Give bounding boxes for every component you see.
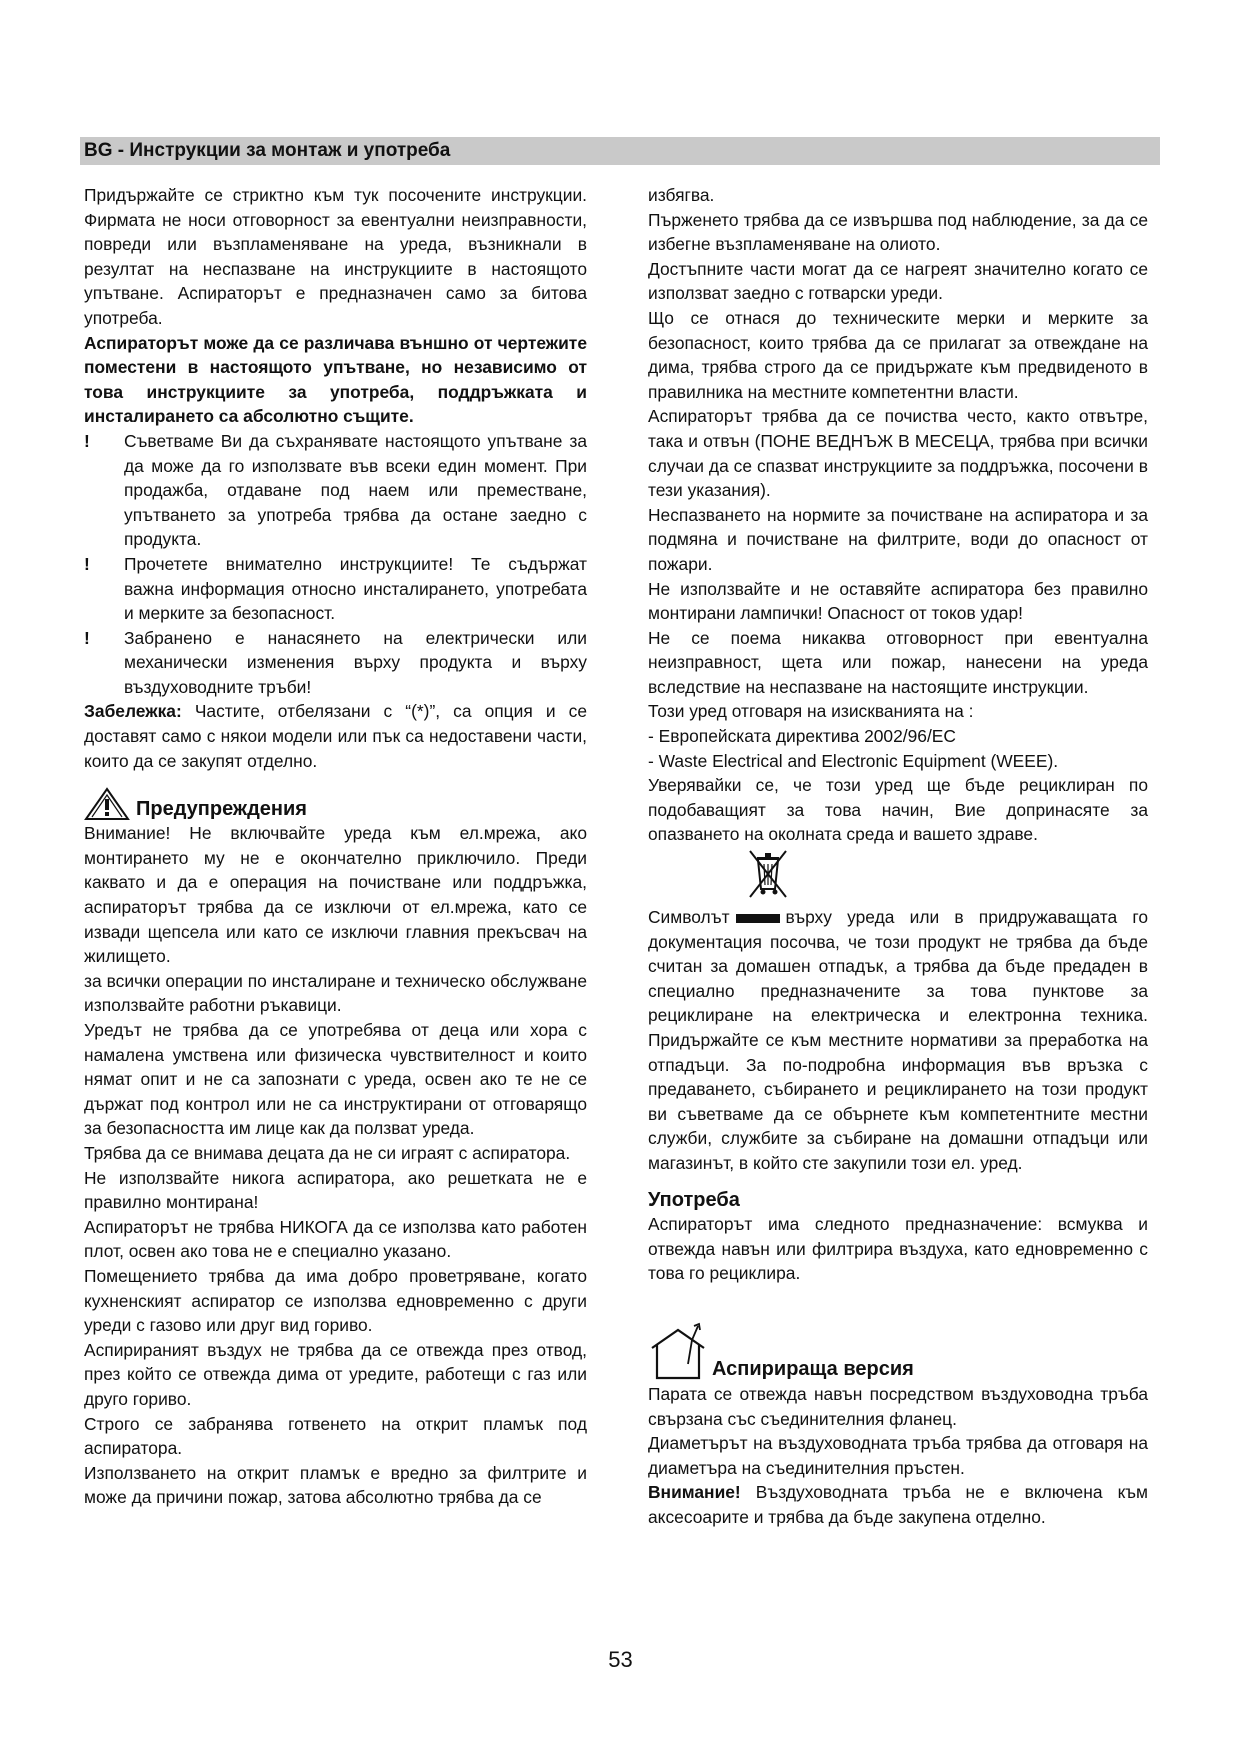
page-number: 53 <box>608 1647 633 1672</box>
note-paragraph: Забележка: Частите, отбелязани с “(*)”, са опция и се доставят само с някои модели или пък са недоставени части, които да се закупят отделно. <box>84 701 587 771</box>
usage-heading: Употреба <box>648 1188 740 1211</box>
warning-paragraph: Използването на открит пламък е вредно за филтрите и може да причини пожар, затова абсолютно трябва да се <box>84 1462 587 1508</box>
black-bar-symbol <box>736 914 780 923</box>
body-paragraph: избягва. <box>648 185 715 205</box>
house-exhaust-icon <box>648 1320 708 1382</box>
body-paragraph: - Waste Electrical and Electronic Equipment (WEEE). <box>648 750 1059 771</box>
aspir-paragraph: Парата се отвежда навън посредством въздуховодна тръба свързана със съединителния фланец. <box>648 1383 1148 1429</box>
exclamation-icon: ! <box>84 430 90 451</box>
warning-paragraph: Внимание! Не включвайте уреда към ел.мрежа, ако монтирането му не е окончателно приключило. Преди каквато и да е операция на почистване или поддръжка, аспираторът трябва да се изключи от ел.мрежа, като се извади щепсела или като се изключи главния прекъсвач на жилището. <box>84 823 587 967</box>
warning-paragraph: Помещението трябва да има добро проветряване, когато кухненският аспиратор се използва едновременно с други уреди с газово или друг вид гориво. <box>84 1265 587 1336</box>
warnings-heading <box>84 787 587 821</box>
bullet-item: ! Съветваме Ви да съхранявате настоящото упътване за да може да го използвате във всеки един момент. При продажба, отдаване под наем или преместване, упътването за употреба трябва да остане заедно с продукта. <box>84 430 587 550</box>
warning-paragraph: Не използвайте никога аспиратора, ако решетката не е правилно монтирана! <box>84 1167 587 1213</box>
bold-note: Аспираторът може да се различава външно от чертежите поместени в настоящото упътване, но независимо от това инструкциите за употреба, поддръжката и инсталирането са абсолютно същите. <box>84 332 587 427</box>
body-paragraph: Пърженето трябва да се извършва под наблюдение, за да се избегне възпламеняване на олиото. <box>648 209 1148 255</box>
body-paragraph: - Европейската директива 2002/96/EC <box>648 726 956 747</box>
left-column <box>84 183 587 1510</box>
warning-paragraph: за всички операции по инсталиране и техническо обслужване използвайте работни ръкавици. <box>84 970 587 1016</box>
symbol-paragraph: Символът върху уреда или в придружаващата го документация посочва, че този продукт не трябва да бъде считан за домашен отпадък, а трябва да бъде предаден в специално предназначените за това пунктове за рециклиране на електрическа и електронна техника. Придържайте се към местните нормативи за преработка на отпадъци. За по-подробна информация във връзка с предаването, събирането и рециклирането на този продукт ви съветваме да се обърнете към компетентните местни служби, службите за събиране на домашни отпадъци или магазинът, в който сте закупили този ел. уред. <box>648 907 1148 1173</box>
warnings-title: Предупреждения <box>136 797 307 820</box>
warning-triangle-icon <box>84 787 130 821</box>
bullet-item: ! Прочетете внимателно инструкциите! Те съдържат важна информация относно инсталирането, употребата и мерките за безопасност. <box>84 553 587 624</box>
attention-paragraph: Внимание! Въздуховодната тръба не е включена към аксесоарите и трябва да бъде закупена отделно. <box>648 1482 1148 1527</box>
body-paragraph: Аспираторът трябва да се почиства често, както отвътре, така и отвън (ПОНЕ ВЕДНЪЖ В МЕСЕЦА, трябва при всички случаи да се спазват инструкциите за поддръжка, посочени в тези указания). <box>648 406 1148 501</box>
exclamation-icon: ! <box>84 627 90 648</box>
bullet-item: ! Забранено е нанасянето на електрически или механически изменения върху продукта и върху въздуховодните тръби! <box>84 627 587 697</box>
crossed-bin-icon <box>744 847 792 903</box>
body-paragraph: Този уред отговаря на изискванията на : <box>648 701 974 722</box>
body-paragraph: Що се отнася до техническите мерки и мерките за безопасност, които трябва да се прилагат за отвеждане на дима, трябва строго да се придържате към предвиденото в правилника на местните компетентни власти. <box>648 307 1148 402</box>
weee-icon-wrap <box>648 847 1148 905</box>
right-column <box>648 183 1148 1530</box>
warning-paragraph: Аспирираният въздух не трябва да се отвежда през отвод, през който се отвежда дима от уредите, работещи с газ или друго гориво. <box>84 1339 587 1409</box>
intro-paragraph: Придържайте се стриктно към тук посочените инструкции. Фирмата не носи отговорност за евентуални неизправности, повреди или възпламеняване на уреда, възникнали в резултат на неспазване на инструкциите в настоящото упътване. Аспираторът е предназначен само за битова употреба. <box>84 185 587 328</box>
body-paragraph: Уверявайки се, че този уред ще бъде рециклиран по подобаващият за това начин, Вие допринасяте за опазването на околната среда и вашето здраве. <box>648 775 1148 845</box>
warning-paragraph: Строго се забранява готвенето на открит пламък под аспиратора. <box>84 1413 587 1459</box>
body-paragraph: Достъпните части могат да се нагреят значително когато се използват заедно с готварски уреди. <box>648 258 1148 304</box>
aspir-paragraph: Диаметърът на въздуховодната тръба трябва да отговаря на диаметъра на съединителния пръстен. <box>648 1433 1148 1478</box>
exclamation-icon: ! <box>84 553 90 574</box>
section-header: BG - Инструкции за монтаж и употреба <box>80 137 1160 165</box>
body-paragraph: Не използвайте и не оставяйте аспиратора без правилно монтирани лампички! Опасност от токов удар! <box>648 578 1148 624</box>
aspir-heading: Аспирираща версия <box>648 1320 1148 1382</box>
body-paragraph: Неспазването на нормите за почистване на аспиратора и за подмяна и почистване на филтрите, води до опасност от пожари. <box>648 504 1148 574</box>
warning-paragraph: Уредът не трябва да се употребява от деца или хора с намалена умствена или физическа чувствителност и които нямат опит и не са запознати с уреда, освен ако те не се държат под контрол или не са инструктирани от отговарящо за безопасността им лице как да ползват уреда. <box>84 1020 587 1139</box>
warning-paragraph: Трябва да се внимава децата да не си играят с аспиратора. <box>84 1142 571 1163</box>
body-paragraph: Не се поема никаква отговорност при евентуална неизправност, щета или пожар, нанесени на уреда вследствие на неспазване на настоящите инструкции. <box>648 627 1148 697</box>
warning-paragraph: Аспираторът не трябва НИКОГА да се използва като работен плот, освен ако това не е специално указано. <box>84 1216 587 1262</box>
usage-paragraph: Аспираторът има следното предназначение: всмуква и отвежда навън или филтрира въздуха, като едновременно с това го рециклира. <box>648 1214 1148 1284</box>
